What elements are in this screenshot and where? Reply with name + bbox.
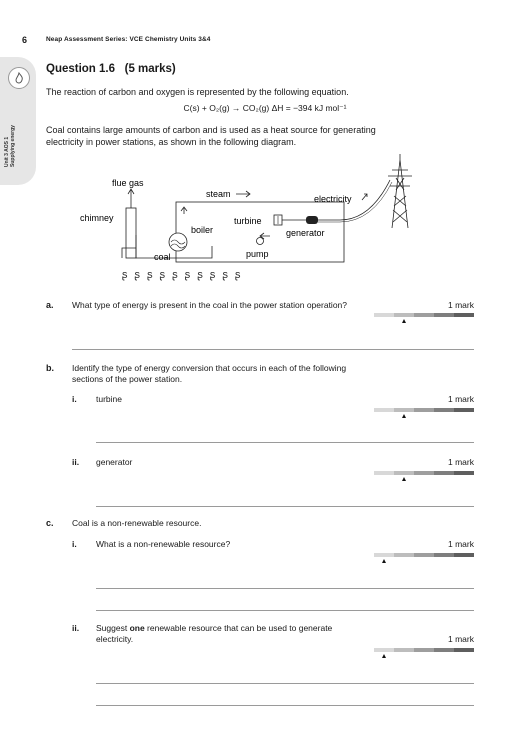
meter-segment — [454, 648, 474, 652]
meter-segment — [374, 471, 394, 475]
meter-pointer-icon — [382, 559, 386, 563]
meter-pointer-icon — [382, 654, 386, 658]
part-c-i-number: i. — [72, 539, 77, 549]
meter-segment — [414, 553, 434, 557]
answer-line — [96, 506, 474, 507]
meter-segment — [414, 648, 434, 652]
meter-segment — [394, 471, 414, 475]
part-c-ii-bold: one — [129, 623, 145, 633]
part-b-ii-mark: 1 mark — [448, 457, 474, 467]
meter-segment — [434, 648, 454, 652]
meter-segment — [374, 408, 394, 412]
part-a-text: What type of energy is present in the coal in the power station operation? — [72, 300, 347, 310]
steam-arrow — [236, 191, 250, 197]
part-b-ii-number: ii. — [72, 457, 80, 467]
meter-segment — [454, 553, 474, 557]
answer-line — [96, 442, 474, 443]
part-b-text-line1: Identify the type of energy conversion that occurs in each of the following — [72, 363, 347, 373]
part-b-text-line2: sections of the power station. — [72, 374, 183, 384]
answer-line — [72, 349, 474, 350]
answer-line — [96, 683, 474, 684]
part-c-ii-mark: 1 mark — [448, 634, 474, 644]
meter-pointer-icon — [402, 477, 406, 481]
answer-line — [96, 705, 474, 706]
part-c-ii-suffix: renewable resource that can be used to generate — [144, 623, 333, 633]
meter-segment — [434, 408, 454, 412]
part-c-i-mark: 1 mark — [448, 539, 474, 549]
difficulty-meter — [374, 408, 474, 418]
meter-segment — [454, 313, 474, 317]
meter-segment — [434, 553, 454, 557]
side-tab-label — [4, 67, 16, 167]
part-c-text: Coal is a non-renewable resource. — [72, 518, 202, 528]
flames-icon: ʂ ʂ ʂ ʂ ʂ ʂ ʂ ʂ ʂ ʂ — [122, 269, 243, 281]
answer-line — [96, 610, 474, 611]
meter-segment — [414, 408, 434, 412]
transmission-tower-icon — [388, 154, 412, 228]
chimney — [126, 208, 136, 258]
page-number: 6 — [22, 35, 28, 45]
generator-label: generator — [286, 228, 325, 238]
context-line-1: Coal contains large amounts of carbon and is used as a heat source for generating — [46, 125, 376, 135]
part-c-ii-prefix: Suggest — [96, 623, 130, 633]
question-title — [46, 63, 176, 75]
difficulty-meter — [374, 471, 474, 481]
meter-segment — [394, 408, 414, 412]
electricity-label: electricity — [314, 194, 352, 204]
steam-label: steam — [206, 189, 231, 199]
pump-label: pump — [246, 249, 269, 259]
meter-pointer-icon — [402, 319, 406, 323]
meter-segment — [434, 313, 454, 317]
series-title: Neap Assessment Series: VCE Chemistry Units 3&4 — [46, 36, 211, 43]
coal-label: coal — [154, 252, 171, 262]
chimney-label: chimney — [80, 213, 114, 223]
difficulty-meter — [374, 553, 474, 563]
part-c-ii-number: ii. — [72, 623, 80, 633]
difficulty-meter — [374, 313, 474, 323]
part-b-i-number: i. — [72, 394, 77, 404]
meter-segment — [394, 313, 414, 317]
question-number: Question 1.6 — [46, 63, 116, 75]
question-intro: The reaction of carbon and oxygen is represented by the following equation. — [46, 87, 349, 97]
meter-segment — [374, 648, 394, 652]
part-b-ii-text: generator — [96, 457, 133, 467]
part-a-mark: 1 mark — [448, 300, 474, 310]
reaction-equation: C(s) + O₂(g) → CO₂(g) ΔH = −394 kJ mol⁻¹ — [183, 103, 347, 113]
generator — [306, 216, 318, 224]
part-a-letter: a. — [46, 300, 54, 310]
meter-segment — [454, 471, 474, 475]
meter-segment — [414, 313, 434, 317]
side-tab-line2: Supplying energy — [10, 125, 16, 167]
meter-segment — [374, 313, 394, 317]
power-station-diagram — [70, 150, 430, 290]
side-tab-line1: Unit 3 AOS 1 — [4, 136, 10, 167]
meter-segment — [374, 553, 394, 557]
pump — [257, 238, 264, 245]
side-tab — [0, 57, 36, 185]
meter-segment — [394, 648, 414, 652]
meter-pointer-icon — [402, 414, 406, 418]
part-b-letter: b. — [46, 363, 54, 373]
part-c-i-text: What is a non-renewable resource? — [96, 539, 231, 549]
meter-segment — [394, 553, 414, 557]
meter-segment — [454, 408, 474, 412]
part-b-i-mark: 1 mark — [448, 394, 474, 404]
part-c-ii-text-line2: electricity. — [96, 634, 134, 644]
part-c-ii-text-line1 — [96, 623, 332, 634]
boiler-label: boiler — [191, 225, 214, 235]
question-marks: (5 marks) — [124, 63, 176, 75]
answer-line — [96, 588, 474, 589]
context-line-2: electricity in power stations, as shown in the following diagram. — [46, 137, 297, 147]
turbine-label: turbine — [234, 216, 262, 226]
part-c-letter: c. — [46, 518, 54, 528]
difficulty-meter — [374, 648, 474, 658]
flue-gas-label: flue gas — [112, 178, 144, 188]
meter-segment — [434, 471, 454, 475]
part-b-i-text: turbine — [96, 394, 122, 404]
meter-segment — [414, 471, 434, 475]
